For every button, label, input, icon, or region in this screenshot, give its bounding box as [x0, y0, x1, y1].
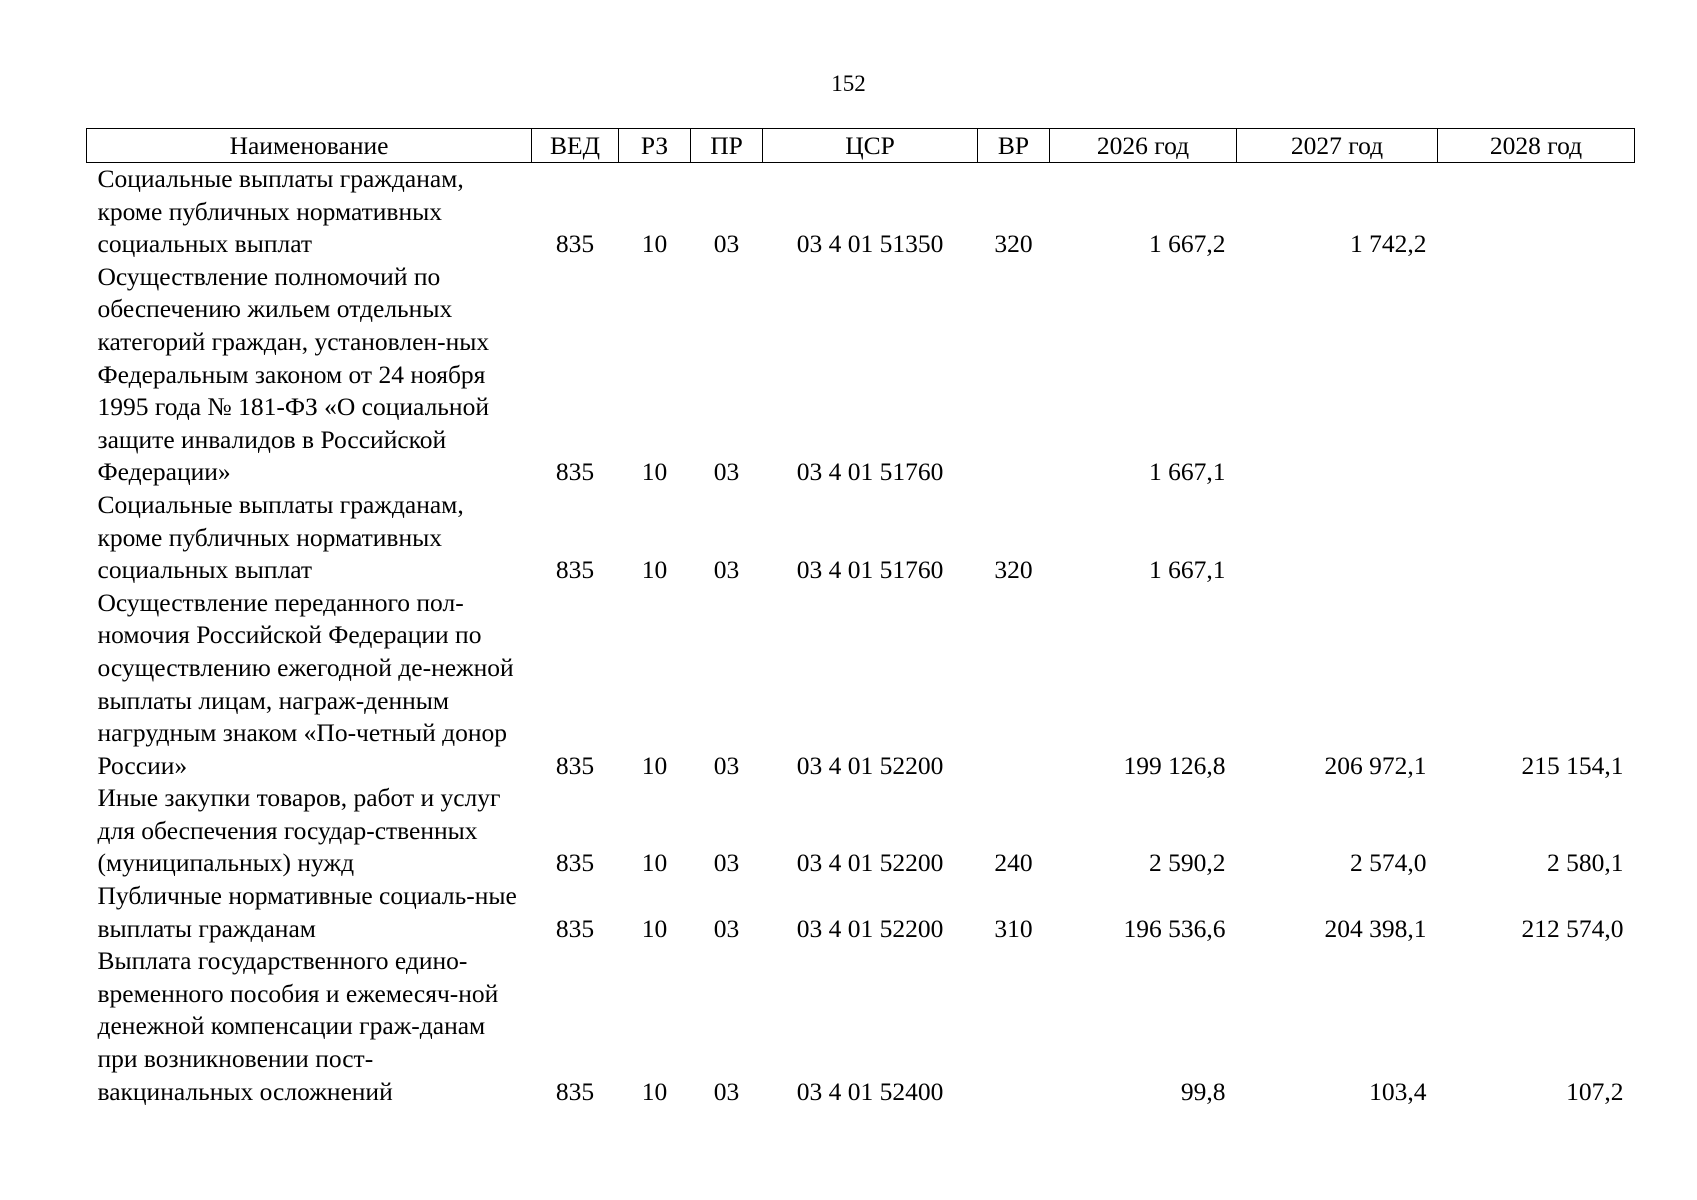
- row-2028: [1438, 163, 1635, 261]
- row-2027: 204 398,1: [1324, 913, 1427, 943]
- row-2027: 206 972,1: [1324, 750, 1427, 780]
- row-csr: 03 4 01 52400: [796, 1076, 944, 1106]
- row-2026: 1 667,2: [1149, 229, 1226, 259]
- row-pr: 03: [713, 848, 740, 878]
- row-2026: 199 126,8: [1123, 750, 1226, 780]
- row-pr: 03: [713, 229, 740, 259]
- table-row: [87, 489, 1635, 587]
- row-name: Социальные выплаты гражданам, кроме публичных нормативных социальных выплат: [97, 489, 464, 585]
- row-2026: 2 590,2: [1149, 848, 1226, 878]
- row-ved: 835: [555, 1076, 595, 1106]
- row-pr: 03: [713, 555, 740, 585]
- row-ved: 835: [555, 457, 595, 487]
- row-2027: 103,4: [1369, 1076, 1427, 1106]
- row-csr: 03 4 01 52200: [796, 848, 944, 878]
- row-name: Публичные нормативные социаль-ные выплаты гражданам: [97, 881, 517, 943]
- row-2028: 107,2: [1566, 1076, 1624, 1106]
- row-pr: 03: [713, 1076, 740, 1106]
- row-name: Выплата государственного едино-временного пособия и ежемесяч-ной денежной компенсации граж-данам при возникновении пост-вакцинальных осложнений: [97, 946, 499, 1106]
- row-name: Социальные выплаты гражданам, кроме публичных нормативных социальных выплат: [97, 164, 464, 259]
- header-rz: РЗ: [619, 129, 691, 163]
- row-vr: [978, 261, 1050, 489]
- row-rz: 10: [641, 913, 668, 943]
- row-ved: 835: [555, 229, 595, 259]
- row-2027: 2 574,0: [1350, 848, 1427, 878]
- table-header-row: [87, 129, 1635, 163]
- row-2027: [1237, 261, 1438, 489]
- row-vr: 320: [994, 229, 1033, 259]
- header-vr: ВР: [978, 129, 1050, 163]
- row-name: Осуществление полномочий по обеспечению жильем отдельных категорий граждан, установлен-ных Федеральным законом от 24 ноября 1995 года № 181-ФЗ «О социальной защите инвалидов в Российской Федерации»: [97, 261, 490, 487]
- header-2027: 2027 год: [1237, 129, 1438, 163]
- header-2028: 2028 год: [1438, 129, 1635, 163]
- row-2026: 1 667,1: [1149, 555, 1226, 585]
- row-pr: 03: [713, 913, 740, 943]
- page-number: 152: [831, 71, 866, 96]
- row-csr: 03 4 01 51760: [796, 555, 944, 585]
- row-pr: 03: [713, 750, 740, 780]
- row-csr: 03 4 01 51350: [796, 229, 944, 259]
- row-2027: 1 742,2: [1350, 229, 1427, 259]
- row-2026: 196 536,6: [1123, 913, 1226, 943]
- header-2026: 2026 год: [1050, 129, 1237, 163]
- header-csr: ЦСР: [763, 129, 978, 163]
- row-csr: 03 4 01 51760: [796, 457, 944, 487]
- row-2026: 1 667,1: [1149, 457, 1226, 487]
- header-ved: ВЕД: [532, 129, 619, 163]
- header-pr: ПР: [691, 129, 763, 163]
- row-ved: 835: [555, 750, 595, 780]
- table-row: [87, 587, 1635, 783]
- row-rz: 10: [641, 457, 668, 487]
- row-rz: 10: [641, 1076, 668, 1106]
- table-row: [87, 782, 1635, 880]
- row-2028: [1438, 489, 1635, 587]
- row-vr: 320: [994, 555, 1033, 585]
- row-2026: 99,8: [1180, 1076, 1226, 1106]
- row-vr: 310: [994, 913, 1033, 943]
- table-row: [87, 163, 1635, 261]
- row-csr: 03 4 01 52200: [796, 750, 944, 780]
- row-vr: 240: [994, 848, 1033, 878]
- row-rz: 10: [641, 848, 668, 878]
- row-ved: 835: [555, 848, 595, 878]
- row-2027: [1237, 489, 1438, 587]
- row-2028: [1438, 261, 1635, 489]
- row-vr: [978, 587, 1050, 783]
- row-rz: 10: [641, 229, 668, 259]
- row-rz: 10: [641, 750, 668, 780]
- row-2028: 212 574,0: [1521, 913, 1624, 943]
- row-vr: [978, 945, 1050, 1108]
- row-ved: 835: [555, 913, 595, 943]
- row-ved: 835: [555, 555, 595, 585]
- budget-table: [86, 128, 1635, 1108]
- row-name: Осуществление переданного пол-номочия Российской Федерации по осуществлению ежегодной де-нежной выплаты лицам, награж-денным нагрудным знаком «По-четный донор России»: [97, 587, 514, 780]
- table-row: [87, 945, 1635, 1108]
- row-name: Иные закупки товаров, работ и услуг для обеспечения государ-ственных (муниципальных) нужд: [97, 783, 501, 878]
- table-row: [87, 261, 1635, 489]
- table-row: [87, 880, 1635, 945]
- row-pr: 03: [713, 457, 740, 487]
- row-2028: 2 580,1: [1547, 848, 1624, 878]
- header-name: Наименование: [87, 129, 532, 163]
- row-csr: 03 4 01 52200: [796, 913, 944, 943]
- row-rz: 10: [641, 555, 668, 585]
- row-2028: 215 154,1: [1521, 750, 1624, 780]
